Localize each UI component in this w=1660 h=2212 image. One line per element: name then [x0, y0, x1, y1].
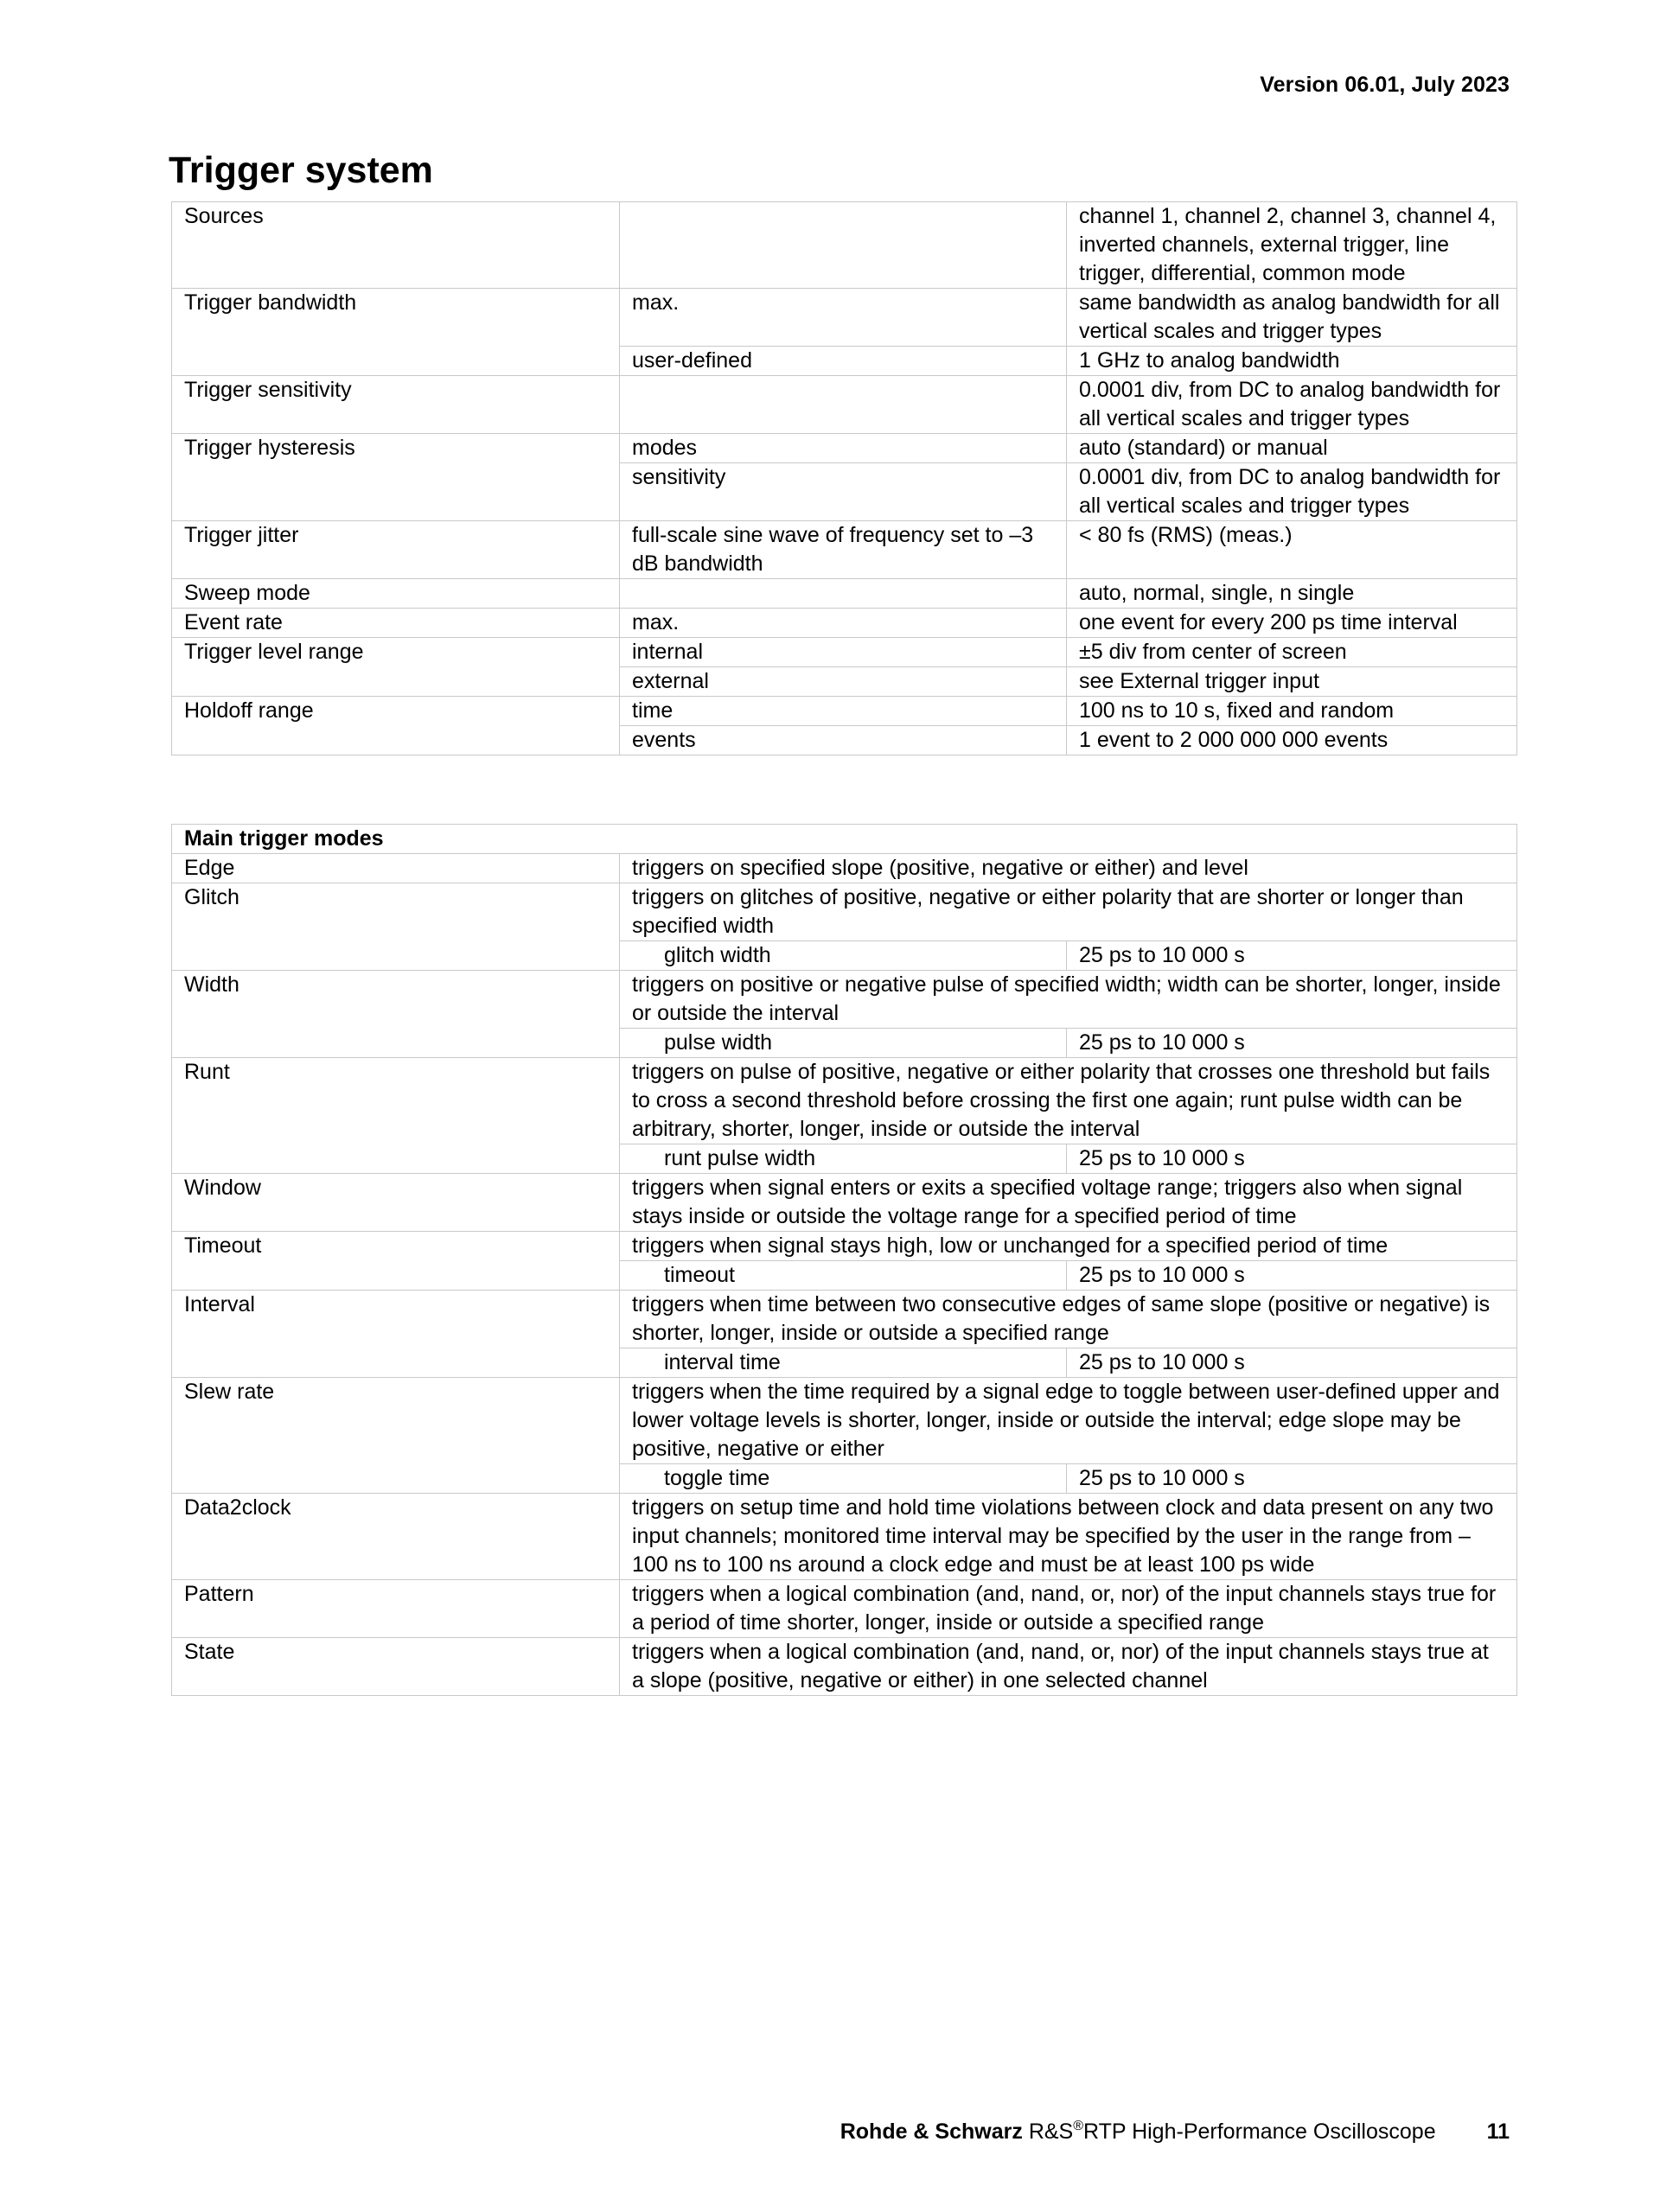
mode-description: triggers when signal enters or exits a specified voltage range; triggers also when signal stays inside or outside the voltage range for a specified period of time [620, 1174, 1517, 1232]
spec-label: Trigger jitter [172, 521, 620, 579]
mode-description: triggers on glitches of positive, negative or either polarity that are shorter or longer than specified width [620, 883, 1517, 941]
mode-description: triggers on positive or negative pulse of specified width; width can be shorter, longer, inside or outside the interval [620, 971, 1517, 1029]
spec-value: same bandwidth as analog bandwidth for all vertical scales and trigger types [1067, 289, 1517, 347]
document-version: Version 06.01, July 2023 [1260, 73, 1510, 97]
spec-condition: max. [620, 609, 1067, 638]
table-row [172, 697, 1517, 726]
spec-condition: user-defined [620, 347, 1067, 376]
spec-value: 1 GHz to analog bandwidth [1067, 347, 1517, 376]
table-row [172, 1174, 1517, 1232]
spec-label: Event rate [172, 609, 620, 638]
mode-parameter: runt pulse width [620, 1144, 1067, 1174]
mode-name: State [172, 1638, 620, 1696]
table-row [172, 638, 1517, 667]
spec-value: channel 1, channel 2, channel 3, channel 4, inverted channels, external trigger, line trigger, differential, common mode [1067, 202, 1517, 289]
trigger-modes-table [171, 824, 1517, 1696]
mode-parameter: timeout [620, 1261, 1067, 1291]
mode-parameter-value: 25 ps to 10 000 s [1067, 1029, 1517, 1058]
table-row [172, 1638, 1517, 1696]
mode-parameter: pulse width [620, 1029, 1067, 1058]
spec-value: one event for every 200 ps time interval [1067, 609, 1517, 638]
spec-condition: events [620, 726, 1067, 755]
table-row [172, 521, 1517, 579]
mode-parameter-value: 25 ps to 10 000 s [1067, 1348, 1517, 1378]
mode-name: Timeout [172, 1232, 620, 1291]
modes-heading: Main trigger modes [172, 825, 1517, 854]
table-row [172, 609, 1517, 638]
table-row [172, 376, 1517, 434]
table-heading-row [172, 825, 1517, 854]
table-row [172, 289, 1517, 347]
mode-description: triggers on setup time and hold time violations between clock and data present on any two input channels; monitored time interval may be specified by the user in the range from –100 ns to 100 ns around a clock edge and must be at least 100 ps wide [620, 1494, 1517, 1580]
spec-condition [620, 202, 1067, 289]
mode-parameter-value: 25 ps to 10 000 s [1067, 1144, 1517, 1174]
mode-description: triggers when the time required by a signal edge to toggle between user-defined upper and lower voltage levels is shorter, longer, inside or outside the interval; edge slope may be positive, negative or either [620, 1378, 1517, 1464]
spec-value: < 80 fs (RMS) (meas.) [1067, 521, 1517, 579]
mode-name: Slew rate [172, 1378, 620, 1494]
mode-description: triggers when signal stays high, low or unchanged for a specified period of time [620, 1232, 1517, 1261]
table-row [172, 1494, 1517, 1580]
spec-condition: time [620, 697, 1067, 726]
spec-condition: modes [620, 434, 1067, 463]
mode-parameter: glitch width [620, 941, 1067, 971]
spec-condition [620, 376, 1067, 434]
spec-label: Sweep mode [172, 579, 620, 609]
footer-company: Rohde & Schwarz [840, 2120, 1023, 2144]
spec-condition: max. [620, 289, 1067, 347]
spec-value: auto, normal, single, n single [1067, 579, 1517, 609]
mode-description: triggers when a logical combination (and, nand, or, nor) of the input channels stays true at a slope (positive, negative or either) in one selected channel [620, 1638, 1517, 1696]
mode-name: Width [172, 971, 620, 1058]
table-row [172, 971, 1517, 1029]
spec-value: see External trigger input [1067, 667, 1517, 697]
mode-name: Runt [172, 1058, 620, 1174]
mode-parameter: toggle time [620, 1464, 1067, 1494]
table-row [172, 883, 1517, 941]
mode-parameter-value: 25 ps to 10 000 s [1067, 1261, 1517, 1291]
mode-parameter-value: 25 ps to 10 000 s [1067, 1464, 1517, 1494]
spec-value: auto (standard) or manual [1067, 434, 1517, 463]
mode-name: Edge [172, 854, 620, 883]
spec-value: ±5 div from center of screen [1067, 638, 1517, 667]
mode-name: Interval [172, 1291, 620, 1378]
mode-parameter: interval time [620, 1348, 1067, 1378]
footer-product: R&S®RTP High-Performance Oscilloscope [1028, 2119, 1436, 2144]
mode-description: triggers on pulse of positive, negative or either polarity that crosses one threshold but fails to cross a second threshold before crossing the first one again; runt pulse width can be arbitrary, shorter, longer, inside or outside the interval [620, 1058, 1517, 1144]
section-title: Trigger system [169, 150, 433, 191]
spec-label: Holdoff range [172, 697, 620, 755]
spec-value: 1 event to 2 000 000 000 events [1067, 726, 1517, 755]
spec-value: 0.0001 div, from DC to analog bandwidth for all vertical scales and trigger types [1067, 376, 1517, 434]
table-row [172, 1232, 1517, 1261]
spec-label: Trigger sensitivity [172, 376, 620, 434]
trigger-spec-table [171, 201, 1517, 755]
spec-condition: external [620, 667, 1067, 697]
mode-name: Glitch [172, 883, 620, 971]
page-footer [840, 2120, 1510, 2145]
spec-label: Sources [172, 202, 620, 289]
page-number: 11 [1486, 2120, 1510, 2144]
mode-description: triggers when time between two consecutive edges of same slope (positive or negative) is shorter, longer, inside or outside a specified range [620, 1291, 1517, 1348]
table-row [172, 202, 1517, 289]
mode-parameter-value: 25 ps to 10 000 s [1067, 941, 1517, 971]
table-row [172, 1058, 1517, 1144]
spec-condition: full-scale sine wave of frequency set to –3 dB bandwidth [620, 521, 1067, 579]
table-row [172, 434, 1517, 463]
table-row [172, 579, 1517, 609]
spec-value: 0.0001 div, from DC to analog bandwidth for all vertical scales and trigger types [1067, 463, 1517, 521]
spec-value: 100 ns to 10 s, fixed and random [1067, 697, 1517, 726]
mode-description: triggers on specified slope (positive, negative or either) and level [620, 854, 1517, 883]
table-row [172, 1378, 1517, 1464]
mode-name: Window [172, 1174, 620, 1232]
spec-condition [620, 579, 1067, 609]
table-row [172, 1291, 1517, 1348]
mode-name: Pattern [172, 1580, 620, 1638]
mode-description: triggers when a logical combination (and, nand, or, nor) of the input channels stays true for a period of time shorter, longer, inside or outside a specified range [620, 1580, 1517, 1638]
spec-condition: internal [620, 638, 1067, 667]
spec-label: Trigger level range [172, 638, 620, 697]
spec-label: Trigger bandwidth [172, 289, 620, 376]
mode-name: Data2clock [172, 1494, 620, 1580]
spec-condition: sensitivity [620, 463, 1067, 521]
table-row [172, 854, 1517, 883]
spec-label: Trigger hysteresis [172, 434, 620, 521]
table-row [172, 1580, 1517, 1638]
